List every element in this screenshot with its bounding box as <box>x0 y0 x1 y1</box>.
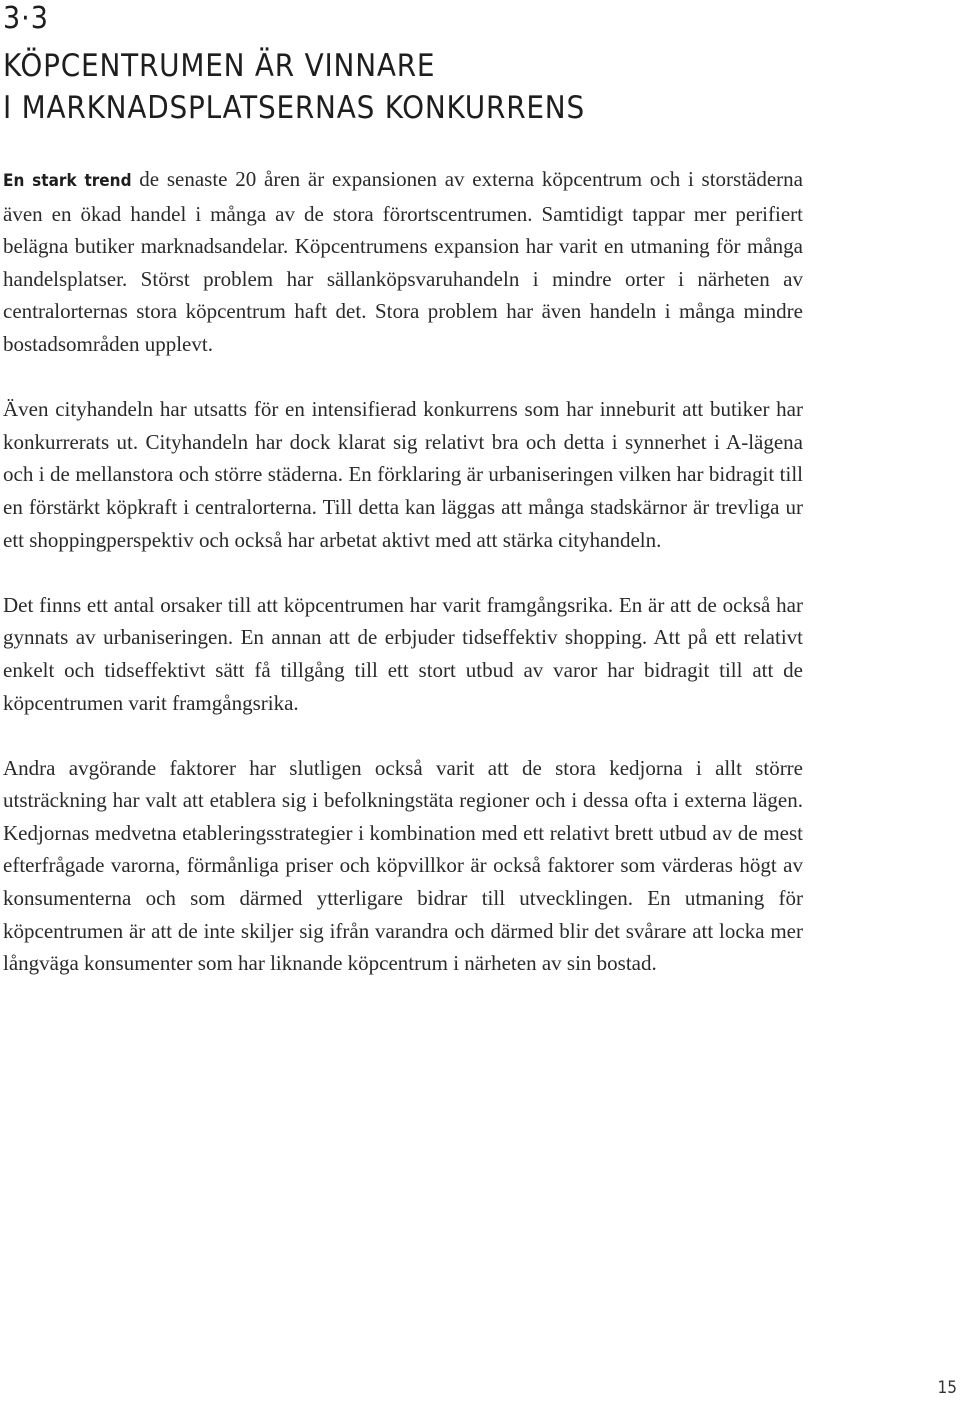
section-number: 3·3 <box>3 1 49 36</box>
paragraph-2: Även cityhandeln har utsatts för en intensifierad konkurrens som har inneburit att butiker har konkurrerats ut. Cityhandeln har dock klarat sig relativt bra och detta i synnerhet i A-lägena och i de mellanstora och större städerna. En förklaring är urbaniseringen vilken har bidragit till en förstärkt köpkraft i centralorterna. Till detta kan läggas att många stadskärnor är trevliga ur ett shoppingperspektiv och också har arbetat aktivt med att stärka cityhandeln. <box>3 397 803 552</box>
paragraph-3: Det finns ett antal orsaker till att köpcentrumen har varit framgångsrika. En är att de också har gynnats av urbaniseringen. En annan att de erbjuder tidseffektiv shopping. Att på ett relativt enkelt och tidseffektivt sätt få tillgång till ett stort utbud av varor har bidragit till att de köpcentrumen varit framgångsrika. <box>3 592 803 715</box>
page-number: 15 <box>937 1378 957 1398</box>
body-text <box>3 163 803 1012</box>
paragraph-1-text: de senaste 20 åren är expansionen av externa köpcentrum och i storstäderna även en ökad handel i många av de stora förortscentrumen. Samtidigt tappar mer perifiert belägna butiker marknadsandelar. Köpcentrumens expansion har varit en utmaning för många handelsplatser. Störst problem har sällanköpsvaruhandeln i mindre orter i närheten av centralorternas stora köpcentrum haft det. Stora problem har även handeln i många mindre bostadsområden upplevt. <box>3 167 803 356</box>
page-title-line-2: I MARKNADSPLATSERNAS KONKURRENS <box>3 90 585 126</box>
page-title-line-1: KÖPCENTRUMEN ÄR VINNARE <box>3 48 436 84</box>
paragraph-4: Andra avgörande faktorer har slutligen också varit att de stora kedjorna i allt större utsträckning har valt att etablera sig i befolkningstäta regioner och i dessa ofta i externa lägen. Kedjornas medvetna etableringsstrategier i kombination med ett relativt brett utbud av de mest efterfrågade varorna, förmånliga priser och köpvillkor är också faktorer som värderas högt av konsumenterna och som därmed ytterligare bidrar till utvecklingen. En utmaning för köpcentrumen är att de inte skiljer sig ifrån varandra och därmed blir det svårare att locka mer långväga konsumenter som har liknande köpcentrum i närheten av sin bostad. <box>3 755 803 976</box>
paragraph-1 <box>3 163 803 361</box>
page-title <box>3 45 585 129</box>
paragraph-lead-in: En stark trend <box>3 171 132 191</box>
